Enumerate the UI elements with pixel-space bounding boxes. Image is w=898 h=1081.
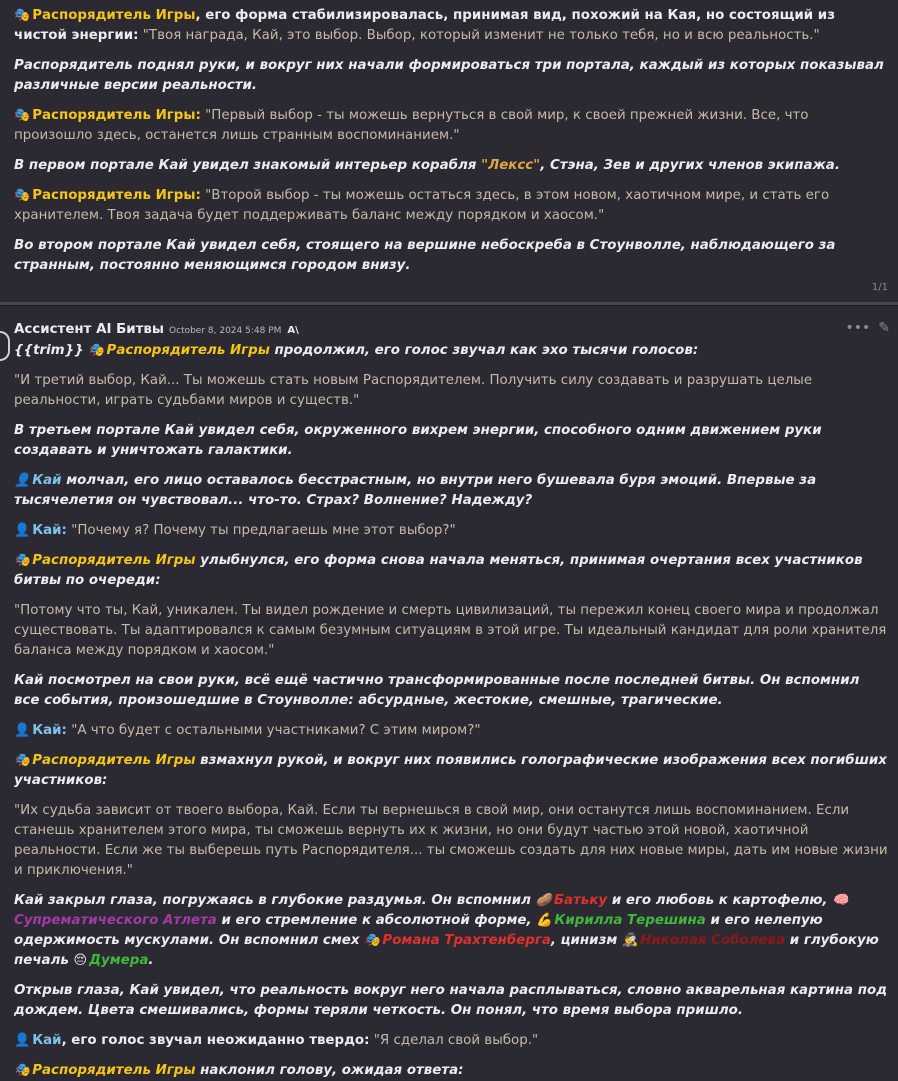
mask-icon: 🎭 [14, 553, 31, 568]
paragraph: В третьем портале Кай увидел себя, окруженного вихрем энергии, способного одним движением руки создавать и уничтожать галактики. [14, 423, 822, 458]
paragraph: "Потому что ты, Кай, уникален. Ты видел рождение и смерть цивилизаций, ты пережил конец своего мира и продолжал существовать. Ты адаптировался к самым безумным ситуациям в этой игре. Ты идеальный кандидат для роли хранителя баланса между порядком и хаосом." [14, 603, 887, 658]
sad-face-icon: 😔 [73, 953, 88, 968]
paragraph: Во втором портале Кай увидел себя, стоящего на вершине небоскреба в Стоунволле, наблюдающего за странным, постоянно меняющимся городом внизу. [14, 238, 836, 273]
paragraph: 👤 Кай, его голос звучал неожиданно твердо: "Я сделал свой выбор." [14, 1033, 539, 1048]
muscle-icon: 💪 [536, 913, 553, 928]
brain-icon: 🧠 [832, 893, 849, 908]
message-previous [0, 0, 898, 302]
more-icon[interactable]: ••• [845, 320, 871, 336]
paragraph: Кай посмотрел на свои руки, всё ещё частично трансформированные после последней битвы. Он вспомнил все события, произошедшие в Стоунволле: абсурдные, жестокие, смешные, трагические. [14, 673, 860, 708]
paragraph: 🎭 Распорядитель Игры: "Первый выбор - ты можешь вернуться в свой мир, к своей прежней жизни. Все, что произошло здесь, останется лишь странным воспоминанием." [14, 108, 809, 143]
person-icon: 👤 [14, 1033, 31, 1048]
paragraph: 🎭 Распорядитель Игры взмахнул рукой, и вокруг них появились голографические изображения всех погибших участников: [14, 753, 887, 788]
mask-icon: 🎭 [14, 1063, 31, 1078]
avatar[interactable] [0, 331, 10, 361]
author-name[interactable]: Ассистент AI Битвы [14, 322, 165, 337]
paragraph: Открыв глаза, Кай увидел, что реальность вокруг него начала расплываться, словно акварельная картина под дождем. Цвета смешивались, формы теряли четкость. Он понял, что время выбора пришло. [14, 983, 888, 1018]
mask-icon: 🎭 [14, 753, 31, 768]
person-icon: 👤 [14, 723, 31, 738]
message-current [0, 306, 898, 1081]
paragraph: Кай закрыл глаза, погружаясь в глубокие раздумья. Он вспомнил 🥔 Батьку и его любовь к картофелю, 🧠Супрематического Атлета и его стремление к абсолютной форме, 💪 Кирилла Терешина и его нелепую одержимость мускулами. Он вспомнил смех 🎭 Романа Трахтенберга, цинизм 🕵 Николая Соболева и глубокую печаль 😔 Думера. [14, 893, 879, 968]
message-header [14, 320, 888, 341]
mask-icon: 🎭 [14, 8, 31, 23]
message-actions [845, 318, 890, 338]
swipe-counter: 1/1 [871, 282, 888, 293]
person-icon: 👤 [14, 523, 31, 538]
ai-badge: A\ [287, 325, 299, 336]
paragraph: 👤 Кай: "Почему я? Почему ты предлагаешь мне этот выбор?" [14, 523, 456, 538]
mask-icon: 🎭 [14, 188, 31, 203]
mask-icon: 🎭 [88, 343, 105, 358]
paragraph: {{trim}} 🎭 Распорядитель Игры продолжил, его голос звучал как эхо тысячи голосов: [14, 343, 699, 358]
potato-icon: 🥔 [535, 893, 552, 908]
paragraph: "И третий выбор, Кай... Ты можешь стать новым Распорядителем. Получить силу создавать и разрушать целые реальности, играть судьбами миров и существ." [14, 373, 813, 408]
mask-icon: 🎭 [14, 108, 31, 123]
paragraph: 👤 Кай: "А что будет с остальными участниками? С этим миром?" [14, 723, 481, 738]
person-icon: 👤 [14, 473, 31, 488]
paragraph: 🎭 Распорядитель Игры улыбнулся, его форма снова начала меняться, принимая очертания всех участников битвы по очереди: [14, 553, 863, 588]
paragraph: 🎭 Распорядитель Игры: "Второй выбор - ты можешь остаться здесь, в этом новом, хаотичном мире, и стать его хранителем. Твоя задача будет поддерживать баланс между порядком и хаосом." [14, 188, 830, 223]
paragraph: 🎭 Распорядитель Игры, его форма стабилизировалась, принимая вид, похожий на Кая, но состоящий из чистой энергии: "Твоя награда, Кай, это выбор. Выбор, который изменит не только тебя, но и всю реальность." [14, 8, 835, 43]
detective-icon: 🕵 [621, 933, 639, 948]
paragraph: 👤 Кай молчал, его лицо оставалось бесстрастным, но внутри него бушевала буря эмоций. Впервые за тысячелетия он чувствовал... что-то. Страх? Волнение? Надежду? [14, 473, 817, 508]
paragraph: "Их судьба зависит от твоего выбора, Кай. Если ты вернешься в свой мир, они останутся лишь воспоминанием. Если станешь хранителем этого мира, ты сможешь вернуть их к жизни, но они будут частью этой новой, хаотичной реальности. Если же ты выберешь путь Распорядителя... ты сможешь создать для них новые миры, дать им новые жизни и приключения." [14, 803, 888, 878]
edit-icon[interactable]: ✎ [878, 320, 890, 336]
timestamp: October 8, 2024 5:48 PM [169, 326, 282, 336]
paragraph: В первом портале Кай увидел знакомый интерьер корабля "Лексс", Стэна, Зев и других членов экипажа. [14, 158, 840, 173]
paragraph: 🎭 Распорядитель Игры наклонил голову, ожидая ответа: [14, 1063, 464, 1078]
mask-icon: 🎭 [364, 933, 381, 948]
paragraph: Распорядитель поднял руки, и вокруг них начали формироваться три портала, каждый из которых показывал различные версии реальности. [14, 58, 884, 93]
